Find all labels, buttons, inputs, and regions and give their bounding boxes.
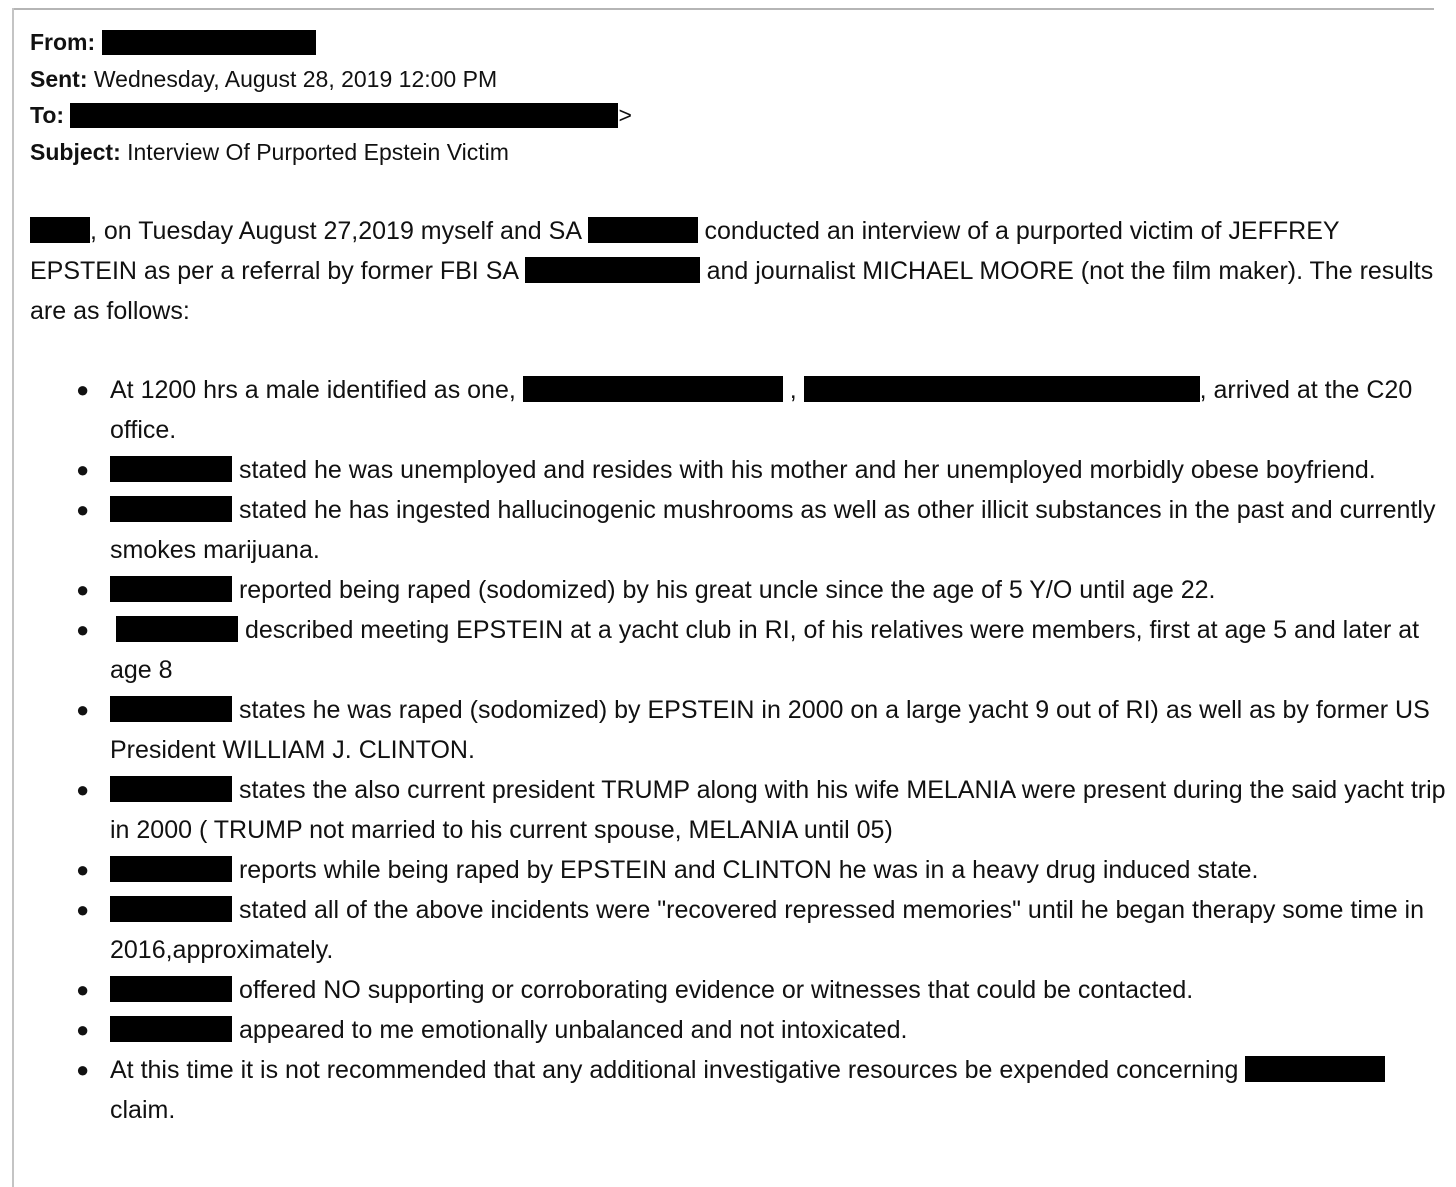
- bullet-icon: ●: [76, 777, 90, 802]
- to-label: To:: [30, 102, 65, 128]
- bullet-text: stated he was unemployed and resides with his mother and her unemployed morbidly obese boyfriend.: [238, 456, 1376, 484]
- list-item: [30, 770, 1446, 850]
- bullet-text: ,: [789, 376, 797, 404]
- bullet-text: reported being raped (sodomized) by his great uncle since the age of 5 Y/O until age 22.: [238, 576, 1216, 604]
- list-item: [30, 490, 1446, 570]
- subject-value: Interview Of Purported Epstein Victim: [127, 138, 509, 165]
- bullet-text: claim.: [110, 1096, 176, 1124]
- redaction-former-sa: [525, 257, 700, 283]
- redaction-details: [804, 376, 1200, 402]
- bullet-icon: ●: [76, 497, 90, 522]
- redaction-name: [116, 616, 238, 642]
- bullet-text: At this time it is not recommended that any additional investigative resources be expended concerning: [110, 1056, 1239, 1084]
- bullet-icon: ●: [76, 1017, 90, 1042]
- top-border: [14, 8, 1434, 10]
- list-item: [30, 1010, 1446, 1050]
- sent-label: Sent:: [30, 65, 88, 92]
- findings-list: [30, 370, 1446, 1130]
- email-document: [30, 24, 1446, 1130]
- redaction-name: [110, 776, 232, 802]
- list-item: [30, 450, 1446, 490]
- redaction-sa-name: [588, 217, 698, 243]
- bullet-icon: ●: [76, 1057, 90, 1082]
- from-line: [30, 24, 1446, 61]
- redaction-addressee: [30, 217, 90, 243]
- bullet-icon: ●: [76, 617, 90, 642]
- bullet-icon: ●: [76, 697, 90, 722]
- list-item: [30, 370, 1446, 450]
- bullet-icon: ●: [76, 577, 90, 602]
- redaction-from: [102, 30, 316, 55]
- bullet-icon: ●: [76, 457, 90, 482]
- redaction-name: [110, 456, 232, 482]
- to-suffix: >: [618, 102, 632, 128]
- list-item: [30, 890, 1446, 970]
- to-line: [30, 97, 1446, 134]
- subject-label: Subject:: [30, 138, 121, 165]
- list-item: [30, 690, 1446, 770]
- redaction-name: [110, 856, 232, 882]
- intro-paragraph: [30, 211, 1446, 331]
- bullet-icon: ●: [76, 897, 90, 922]
- intro-text-2: conducted an interview of a purported victim of JEFFREY EPSTEIN as per a referral by former FBI SA: [30, 217, 1340, 285]
- redaction-name: [110, 896, 232, 922]
- redaction-name: [110, 1016, 232, 1042]
- bullet-text: states he was raped (sodomized) by EPSTEIN in 2000 on a large yacht 9 out of RI) as well as by former US President WILLIAM J. CLINTON.: [110, 696, 1430, 764]
- from-label: From:: [30, 29, 96, 55]
- bullet-text: stated all of the above incidents were "recovered repressed memories" until he began therapy some time in 2016,approximately.: [110, 896, 1424, 964]
- intro-text-3: and journalist MICHAEL MOORE (not the film maker). The results are as follows:: [30, 257, 1434, 325]
- redaction-name: [523, 376, 783, 402]
- bullet-text: appeared to me emotionally unbalanced and not intoxicated.: [238, 1016, 908, 1044]
- bullet-text: stated he has ingested hallucinogenic mushrooms as well as other illicit substances in the past and currently smokes marijuana.: [110, 496, 1436, 564]
- redaction-name: [110, 696, 232, 722]
- list-item: [30, 570, 1446, 610]
- bullet-text: , arrived at the C20 office.: [110, 376, 1413, 444]
- list-item: [30, 850, 1446, 890]
- sent-line: [30, 61, 1446, 98]
- redaction-name: [110, 576, 232, 602]
- subject-line: [30, 134, 1446, 171]
- bullet-icon: ●: [76, 857, 90, 882]
- bullet-icon: ●: [76, 977, 90, 1002]
- bullet-text: described meeting EPSTEIN at a yacht club in RI, of his relatives were members, first at age 5 and later at age 8: [110, 616, 1420, 684]
- bullet-icon: ●: [76, 377, 90, 402]
- redaction-name: [110, 496, 232, 522]
- list-item: [30, 1050, 1446, 1130]
- redaction-to: [70, 103, 618, 128]
- bullet-text: states the also current president TRUMP along with his wife MELANIA were present during the said yacht trip in 2000 ( TRUMP not married to his current spouse, MELANIA until 05): [110, 776, 1446, 844]
- bullet-text: reports while being raped by EPSTEIN and CLINTON he was in a heavy drug induced state.: [238, 856, 1259, 884]
- sent-value: Wednesday, August 28, 2019 12:00 PM: [93, 65, 498, 92]
- list-item: [30, 610, 1446, 690]
- list-item: [30, 970, 1446, 1010]
- intro-text-1: , on Tuesday August 27,2019 myself and SA: [90, 217, 581, 245]
- bullet-text: At 1200 hrs a male identified as one,: [110, 376, 516, 404]
- redaction-name: [110, 976, 232, 1002]
- left-border: [12, 8, 14, 1187]
- redaction-name: [1245, 1056, 1385, 1082]
- bullet-text: offered NO supporting or corroborating evidence or witnesses that could be contacted.: [238, 976, 1194, 1004]
